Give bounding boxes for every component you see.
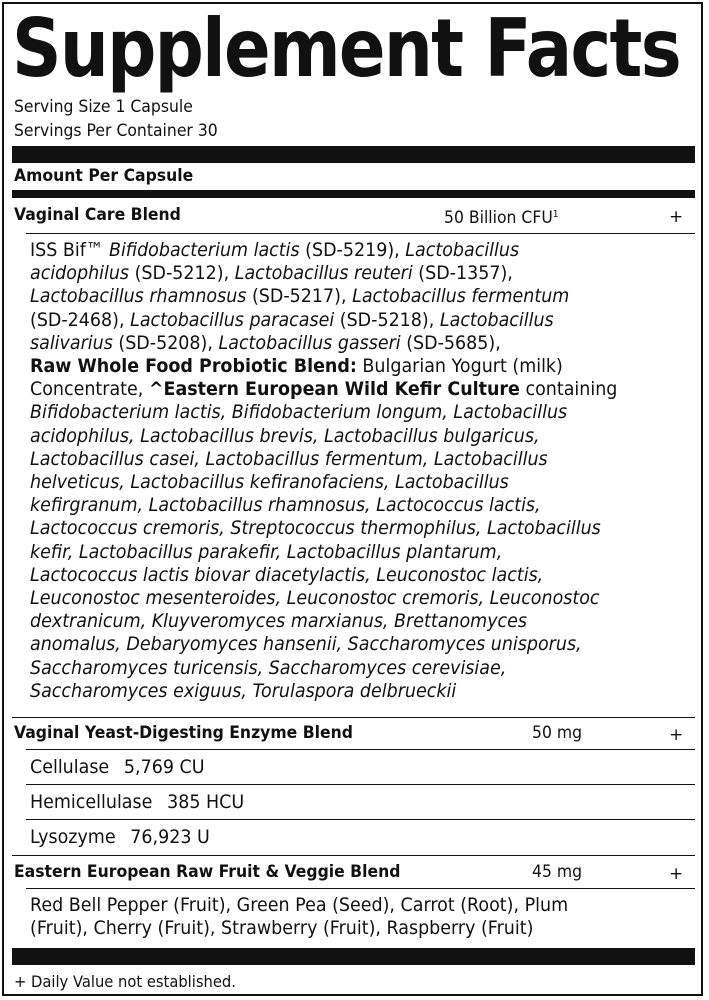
ingredient-line	[30, 494, 691, 517]
ingredient-text: Lactobacillus reuteri	[234, 262, 413, 285]
fruit-veggie-blend-ingredients	[30, 894, 691, 940]
ingredient-text: (SD-5219),	[299, 239, 406, 261]
ingredient-text: Bifidobacterium lactis, Bifidobacterium longum, Lactobacillus	[30, 401, 568, 424]
divider-thin	[26, 749, 695, 750]
ingredient-line	[30, 471, 691, 494]
ingredient-line	[30, 541, 691, 564]
ingredient-text: ISS Bif™	[30, 239, 109, 261]
vaginal-care-blend-ingredients	[30, 239, 691, 703]
ingredient-text: Raw Whole Food Probiotic Blend:	[30, 355, 357, 378]
ingredient-text: Lactobacillus	[439, 308, 554, 331]
panel-title: Supplement Facts	[12, 2, 680, 95]
ingredient-text: Lactobacillus casei, Lactobacillus fermentum, Lactobacillus	[30, 447, 548, 470]
enzyme-item-value: 5,769 CU	[123, 756, 205, 778]
ingredient-text: Bulgarian Yogurt (milk)	[356, 355, 563, 378]
ingredient-text: kefirgranum, Lactobacillus rhamnosus, Lactococcus lactis,	[30, 494, 541, 517]
enzyme-item-name: Lysozyme	[30, 826, 116, 848]
ingredient-line	[30, 285, 691, 308]
enzyme-blend-name: Vaginal Yeast-Digesting Enzyme Blend	[14, 723, 353, 743]
ingredient-line: (Fruit), Cherry (Fruit), Strawberry (Fruit), Raspberry (Fruit)	[30, 917, 534, 940]
divider-thin	[12, 717, 695, 718]
ingredient-text: Lactococcus cremoris, Streptococcus thermophilus, Lactobacillus	[30, 517, 601, 540]
ingredient-text: Lactococcus lactis biovar diacetylactis, Leuconostoc lactis,	[30, 563, 544, 586]
divider-thin	[26, 819, 695, 820]
ingredient-text: (SD-2468),	[30, 308, 131, 331]
ingredient-text: (SD-5217),	[246, 285, 353, 308]
vaginal-care-blend-name: Vaginal Care Blend	[14, 205, 181, 225]
ingredient-line	[30, 680, 691, 703]
ingredient-text: Lactobacillus rhamnosus	[30, 285, 247, 308]
ingredient-text: Concentrate,	[30, 378, 149, 401]
ingredient-line	[30, 610, 691, 633]
enzyme-item-lysozyme	[30, 825, 210, 849]
amount-per-serving-heading: Amount Per Capsule	[14, 166, 194, 186]
ingredient-line	[30, 448, 691, 471]
divider-thick	[12, 146, 695, 163]
fruit-veggie-blend-amount: 45 mg	[532, 862, 583, 882]
ingredient-line	[30, 587, 691, 610]
servings-per-container: Servings Per Container 30	[14, 121, 218, 141]
ingredient-text: acidophilus	[30, 262, 130, 285]
supplement-facts-panel	[2, 2, 703, 996]
enzyme-item-name: Hemicellulase	[30, 791, 153, 813]
ingredient-text: Lactobacillus paracasei	[130, 308, 335, 331]
ingredient-text: Bifidobacterium lactis	[108, 239, 300, 261]
ingredient-line	[30, 262, 691, 285]
ingredient-line	[30, 564, 691, 587]
divider-thin	[26, 784, 695, 785]
divider-thick	[12, 948, 695, 965]
ingredient-line	[30, 657, 691, 680]
ingredient-line	[30, 355, 691, 378]
serving-size: Serving Size 1 Capsule	[14, 97, 193, 117]
enzyme-blend-amount: 50 mg	[532, 723, 583, 743]
enzyme-item-value: 76,923 U	[130, 826, 210, 848]
ingredient-text: Lactobacillus gasseri	[218, 331, 401, 354]
ingredient-line	[30, 425, 691, 448]
ingredient-text: (SD-5685),	[400, 331, 501, 354]
enzyme-blend-dv: +	[669, 725, 684, 745]
ingredient-line	[30, 401, 691, 424]
daily-value-footnote: + Daily Value not established.	[14, 972, 236, 991]
divider-thin	[12, 855, 695, 856]
ingredient-text: Saccharomyces exiguus, Torulaspora delbrueckii	[30, 679, 457, 702]
ingredient-text: acidophilus, Lactobacillus brevis, Lactobacillus bulgaricus,	[30, 424, 540, 447]
enzyme-item-name: Cellulase	[30, 756, 110, 778]
ingredient-line	[30, 633, 691, 656]
vaginal-care-blend-amount-value: 50 Billion CFU	[444, 208, 553, 228]
enzyme-item-hemicellulase	[30, 790, 244, 814]
ingredient-text: ^Eastern European Wild Kefir Culture	[148, 378, 520, 401]
ingredient-text: dextranicum, Kluyveromyces marxianus, Brettanomyces	[30, 610, 528, 633]
ingredient-text: Lactobacillus	[405, 239, 520, 261]
divider-thin	[26, 233, 695, 234]
fruit-veggie-blend-name: Eastern European Raw Fruit & Veggie Blend	[14, 862, 401, 882]
enzyme-item-value: 385 HCU	[167, 791, 245, 813]
ingredient-text: (SD-5208),	[112, 331, 219, 354]
fruit-veggie-blend-dv: +	[669, 864, 684, 884]
ingredient-text: anomalus, Debaryomyces hansenii, Saccharomyces unisporus,	[30, 633, 582, 656]
divider-medium	[12, 190, 695, 198]
ingredient-line	[30, 378, 691, 401]
ingredient-text: Saccharomyces turicensis, Saccharomyces cerevisiae,	[30, 656, 507, 679]
ingredient-line	[30, 517, 691, 540]
ingredient-text: containing	[519, 378, 618, 401]
vaginal-care-blend-dv: +	[669, 207, 684, 227]
ingredient-line	[30, 332, 691, 355]
footnote-marker: 1	[552, 209, 559, 220]
ingredient-text: helveticus, Lactobacillus kefiranofaciens, Lactobacillus	[30, 471, 509, 494]
ingredient-text: kefir, Lactobacillus parakefir, Lactobacillus plantarum,	[30, 540, 503, 563]
vaginal-care-blend-amount	[444, 204, 559, 229]
ingredient-text: (SD-5212),	[129, 262, 235, 285]
ingredient-text: (SD-5218),	[334, 308, 440, 331]
ingredient-line	[30, 239, 691, 262]
ingredient-text: Lactobacillus fermentum	[352, 285, 570, 308]
ingredient-text: (SD-1357),	[412, 262, 513, 285]
ingredient-text: Leuconostoc mesenteroides, Leuconostoc cremoris, Leuconostoc	[30, 587, 600, 610]
enzyme-item-cellulase	[30, 755, 205, 779]
ingredient-text: salivarius	[30, 331, 113, 354]
divider-thin	[26, 888, 695, 889]
ingredient-line: Red Bell Pepper (Fruit), Green Pea (Seed), Carrot (Root), Plum	[30, 894, 569, 916]
ingredient-line	[30, 309, 691, 332]
